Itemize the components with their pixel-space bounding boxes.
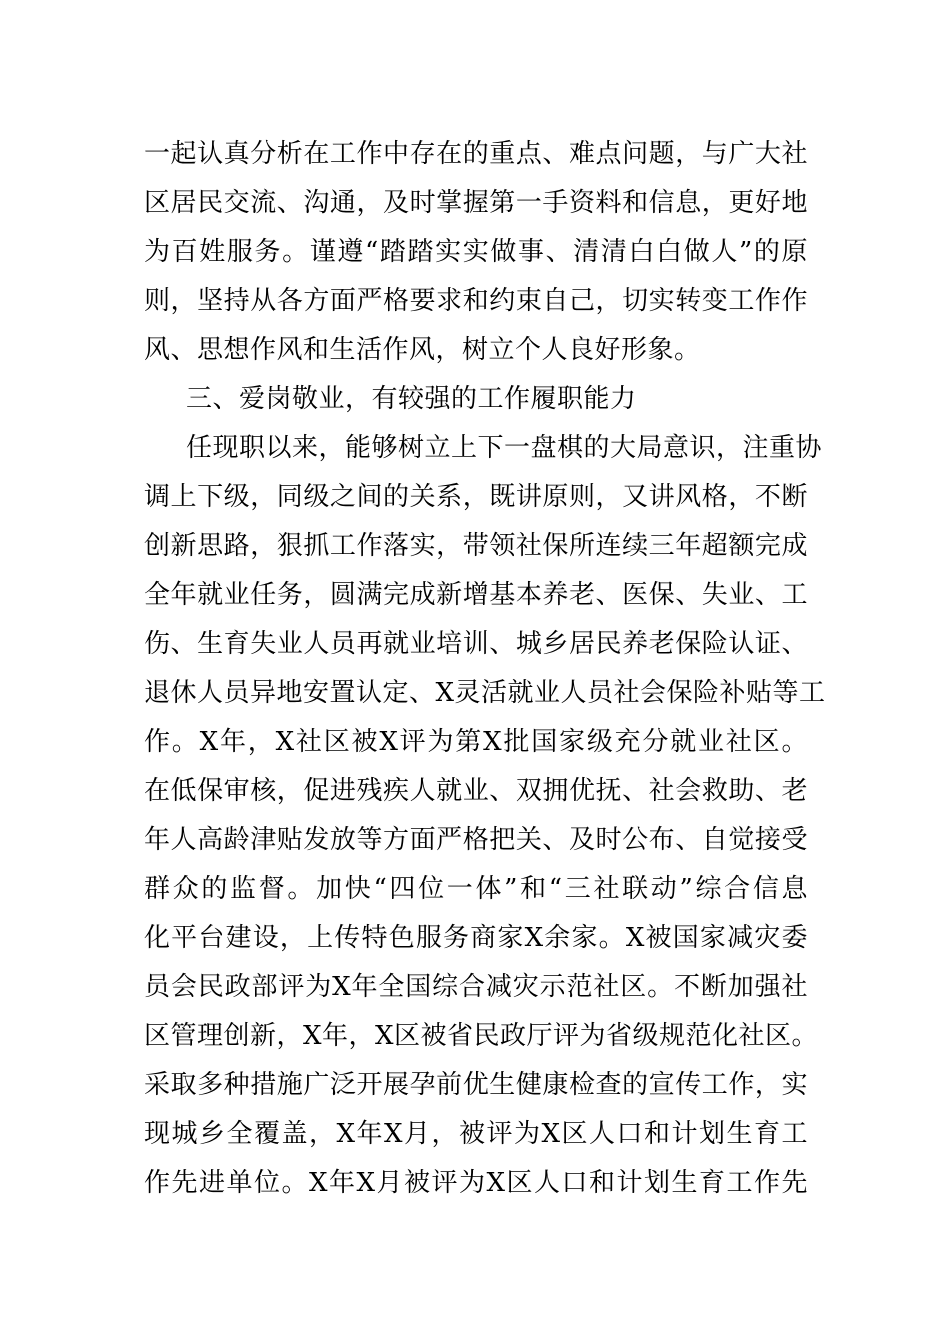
text-line: 任现职以来，能够树立上下一盘棋的大局意识，注重协 <box>186 433 823 463</box>
text-line: 创新思路，狠抓工作落实，带领社保所连续三年超额完成 <box>144 531 808 561</box>
text-line: 退休人员异地安置认定、X灵活就业人员社会保险补贴等工 <box>144 678 826 708</box>
text-line: 在低保审核，促进残疾人就业、双拥优抚、社会救助、老 <box>144 776 808 806</box>
text-line: 采取多种措施广泛开展孕前优生健康检查的宣传工作，实 <box>144 1070 808 1100</box>
text-line: 一起认真分析在工作中存在的重点、难点问题，与广大社 <box>144 139 808 169</box>
text-line: 区居民交流、沟通，及时掌握第一手资料和信息，更好地 <box>144 188 808 218</box>
text-line: 则，坚持从各方面严格要求和约束自己，切实转变工作作 <box>144 286 808 316</box>
text-line: 作。X年，X社区被X评为第X批国家级充分就业社区。 <box>144 727 808 757</box>
text-line: 年人高龄津贴发放等方面严格把关、及时公布、自觉接受 <box>144 825 808 855</box>
text-line: 区管理创新，X年，X区被省民政厅评为省级规范化社区。 <box>144 1021 819 1051</box>
text-line: 作先进单位。X年X月被评为X区人口和计划生育工作先 <box>144 1168 808 1198</box>
text-line: 伤、生育失业人员再就业培训、城乡居民养老保险认证、 <box>144 629 808 659</box>
text-line: 风、思想作风和生活作风，树立个人良好形象。 <box>144 335 701 365</box>
text-line: 全年就业任务，圆满完成新增基本养老、医保、失业、工 <box>144 580 808 610</box>
text-line: 群众的监督。加快“四位一体”和“三社联动”综合信息 <box>144 874 808 904</box>
section-heading: 三、爱岗敬业，有较强的工作履职能力 <box>186 384 637 414</box>
text-line: 调上下级，同级之间的关系，既讲原则，又讲风格，不断 <box>144 482 808 512</box>
text-line: 化平台建设，上传特色服务商家X余家。X被国家减灾委 <box>144 923 808 953</box>
text-line: 员会民政部评为X年全国综合减灾示范社区。不断加强社 <box>144 972 808 1002</box>
text-line: 为百姓服务。谨遵“踏踏实实做事、清清白白做人”的原 <box>144 237 808 267</box>
text-line: 现城乡全覆盖，X年X月，被评为X区人口和计划生育工 <box>144 1119 808 1149</box>
